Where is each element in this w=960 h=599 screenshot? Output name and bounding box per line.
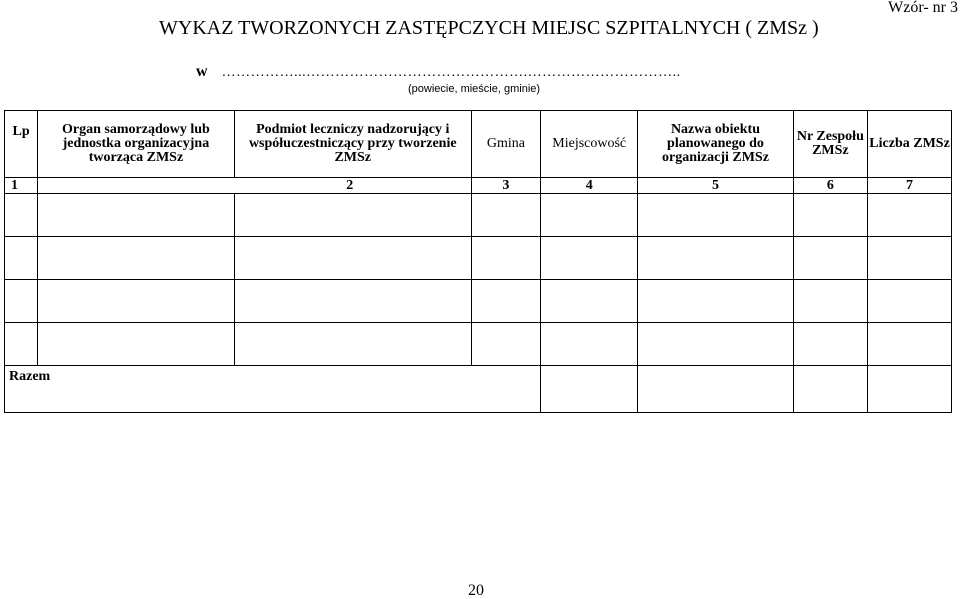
column-number: 7 xyxy=(868,178,952,194)
document-title: WYKAZ TWORZONYCH ZASTĘPCZYCH MIEJSC SZPITALNYCH ( ZMSz ) xyxy=(159,17,819,39)
column-header-liczba: Liczba ZMSz xyxy=(868,111,952,178)
table-cell[interactable] xyxy=(868,194,952,237)
column-header-podmiot: Podmiot leczniczy nadzorujący i współuczestniczący przy tworzenie ZMSz xyxy=(234,111,471,178)
table-cell[interactable] xyxy=(793,280,868,323)
table-cell[interactable] xyxy=(793,237,868,280)
table-cell[interactable] xyxy=(5,237,38,280)
table-cell[interactable] xyxy=(471,237,540,280)
total-cell[interactable] xyxy=(868,366,952,413)
table-cell[interactable] xyxy=(638,237,793,280)
table-cell[interactable] xyxy=(793,194,868,237)
location-line xyxy=(196,63,681,81)
total-cell[interactable] xyxy=(471,366,540,413)
header-row xyxy=(5,111,952,178)
column-header-miejscowosc: Miejscowość xyxy=(541,111,638,178)
table-row xyxy=(5,323,952,366)
table-cell[interactable] xyxy=(638,323,793,366)
zmsz-table xyxy=(4,110,952,413)
column-number: 5 xyxy=(638,178,793,194)
table-cell[interactable] xyxy=(541,280,638,323)
location-caption: (powiecie, mieście, gminie) xyxy=(408,83,541,95)
table-cell[interactable] xyxy=(234,194,471,237)
table-row xyxy=(5,280,952,323)
table-cell[interactable] xyxy=(38,323,235,366)
column-number-row xyxy=(5,178,952,194)
location-prefix: w xyxy=(196,63,208,80)
form-number: Wzór- nr 3 xyxy=(888,0,958,16)
column-header-organ: Organ samorządowy lub jednostka organizacyjna tworząca ZMSz xyxy=(38,111,235,178)
column-number: 2 xyxy=(234,178,471,194)
table-cell[interactable] xyxy=(38,280,235,323)
table-cell[interactable] xyxy=(541,194,638,237)
column-number: 4 xyxy=(541,178,638,194)
location-fill-dots: ……………...……………………………………….………………………….. xyxy=(221,65,681,80)
table-cell[interactable] xyxy=(234,280,471,323)
table-cell[interactable] xyxy=(471,194,540,237)
table-cell[interactable] xyxy=(471,280,540,323)
table-cell[interactable] xyxy=(541,237,638,280)
column-number: 1 xyxy=(5,178,38,194)
column-header-lp: Lp xyxy=(5,111,38,178)
table-cell[interactable] xyxy=(868,280,952,323)
table-cell[interactable] xyxy=(471,323,540,366)
total-label: Razem xyxy=(5,366,472,413)
table-row xyxy=(5,194,952,237)
table-cell[interactable] xyxy=(38,194,235,237)
table-cell[interactable] xyxy=(793,323,868,366)
table-cell[interactable] xyxy=(234,237,471,280)
total-cell[interactable] xyxy=(793,366,868,413)
table-cell[interactable] xyxy=(638,194,793,237)
table-cell[interactable] xyxy=(5,323,38,366)
page-number: 20 xyxy=(468,582,484,599)
table-cell[interactable] xyxy=(541,323,638,366)
table-cell[interactable] xyxy=(638,280,793,323)
table-cell[interactable] xyxy=(38,237,235,280)
table-cell[interactable] xyxy=(5,194,38,237)
column-number: 6 xyxy=(793,178,868,194)
column-header-gmina: Gmina xyxy=(471,111,540,178)
total-row xyxy=(5,366,952,413)
column-header-nr-zespolu: Nr Zespołu ZMSz xyxy=(793,111,868,178)
column-header-nazwa: Nazwa obiektu planowanego do organizacji ZMSz xyxy=(638,111,793,178)
table-cell[interactable] xyxy=(868,237,952,280)
total-cell[interactable] xyxy=(541,366,638,413)
table-cell[interactable] xyxy=(5,280,38,323)
column-number: 3 xyxy=(471,178,540,194)
total-cell[interactable] xyxy=(638,366,793,413)
table-row xyxy=(5,237,952,280)
column-number xyxy=(38,178,235,194)
table-cell[interactable] xyxy=(868,323,952,366)
table-cell[interactable] xyxy=(234,323,471,366)
